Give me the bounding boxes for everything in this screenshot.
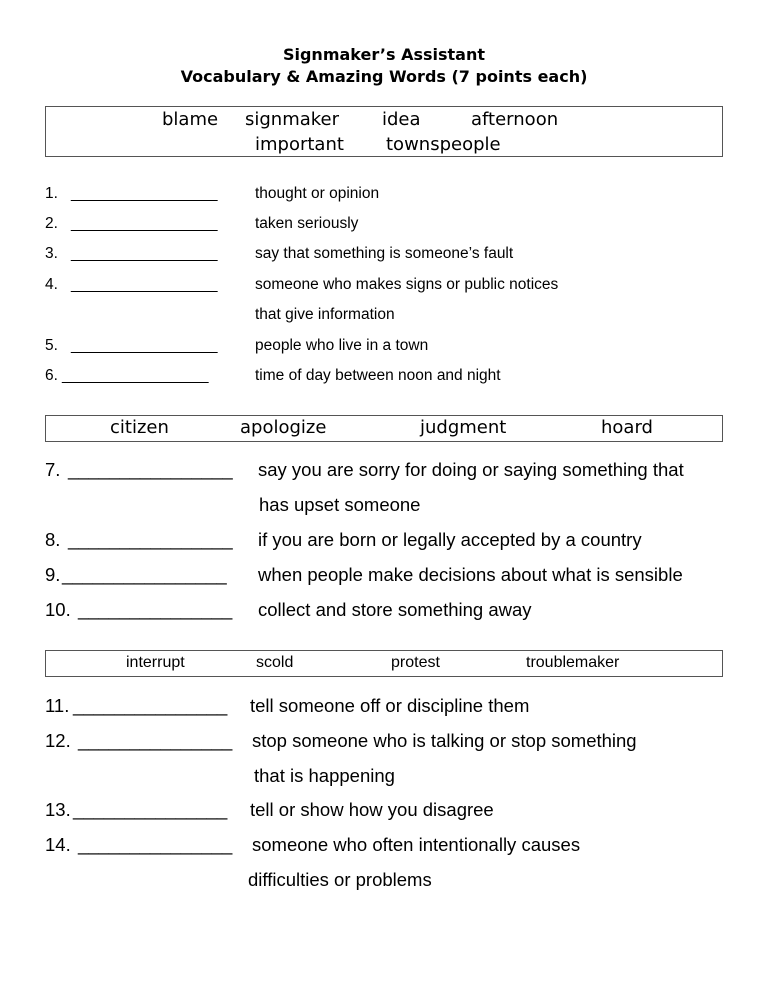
word-bank-word: judgment [420,417,507,438]
answer-blank[interactable]: _______________ [78,599,233,620]
answer-blank[interactable]: _________________ [62,367,209,384]
answer-blank[interactable]: _______________ [78,834,233,855]
item-number: 9. [45,564,61,585]
item-number: 8. [45,529,61,550]
answer-blank[interactable]: _________________ [71,337,218,354]
item-number: 13. [45,799,71,820]
item-definition-continuation: has upset someone [259,494,421,515]
item-number: 4. [45,276,58,293]
word-bank-word: apologize [240,417,327,438]
answer-blank[interactable]: _______________ [73,695,228,716]
list-item [45,529,745,553]
word-bank-word: troublemaker [526,654,620,671]
answer-blank[interactable]: _________________ [71,245,218,262]
list-item [45,599,745,623]
word-bank-word: important [255,134,344,155]
word-bank-word: hoard [601,417,653,438]
list-item [45,799,745,823]
item-definition: taken seriously [255,215,359,232]
word-bank-word: signmaker [245,109,340,130]
item-definition: thought or opinion [255,185,380,202]
item-definition: when people make decisions about what is sensible [258,564,683,585]
list-item [45,245,745,265]
item-definition: say you are sorry for doing or saying something that [258,459,684,480]
item-number: 6. [45,367,58,384]
item-definition: time of day between noon and night [255,367,501,384]
item-number: 11. [45,695,70,716]
item-number: 5. [45,337,58,354]
list-item [45,564,745,588]
item-definition: tell someone off or discipline them [250,695,530,716]
answer-blank[interactable]: ________________ [68,459,233,480]
answer-blank[interactable]: _________________ [71,215,218,232]
item-number: 3. [45,245,58,262]
list-item [45,185,745,205]
item-definition: stop someone who is talking or stop something [252,730,637,751]
list-item [45,276,745,296]
answer-blank[interactable]: ________________ [68,529,233,550]
item-number: 12. [45,730,71,751]
answer-blank[interactable]: _______________ [73,799,228,820]
word-bank-box-2 [45,415,723,442]
list-item [45,367,745,387]
item-number: 14. [45,834,71,855]
word-bank-box-1 [45,106,723,157]
word-bank-word: protest [391,654,440,671]
word-bank-word: townspeople [386,134,501,155]
item-definition: collect and store something away [258,599,532,620]
list-item [45,695,745,719]
item-number: 10. [45,599,71,620]
word-bank-word: interrupt [126,654,185,671]
item-definition-continuation: difficulties or problems [248,869,432,890]
item-number: 7. [45,459,61,480]
list-item [45,730,745,754]
answer-blank[interactable]: _______________ [78,730,233,751]
answer-blank[interactable]: _________________ [71,276,218,293]
answer-blank[interactable]: ________________ [62,564,227,585]
answer-blank[interactable]: _________________ [71,185,218,202]
item-number: 2. [45,215,58,232]
word-bank-box-3 [45,650,723,677]
item-definition-continuation: that is happening [254,765,395,786]
word-bank-word: scold [256,654,294,671]
item-definition-continuation: that give information [255,306,395,323]
word-bank-word: blame [162,109,219,130]
item-definition: say that something is someone’s fault [255,245,514,262]
word-bank-word: afternoon [471,109,559,130]
worksheet-title: Signmaker’s Assistant [282,45,486,64]
list-item [45,834,745,858]
worksheet-subtitle: Vocabulary & Amazing Words (7 points each) [180,67,588,86]
item-definition: people who live in a town [255,337,429,354]
item-number: 1. [45,185,58,202]
item-definition: if you are born or legally accepted by a country [258,529,642,550]
word-bank-word: idea [382,109,421,130]
item-definition: someone who often intentionally causes [252,834,581,855]
word-bank-word: citizen [110,417,169,438]
list-item [45,215,745,235]
list-item [45,337,745,357]
item-definition: tell or show how you disagree [250,799,494,820]
item-definition: someone who makes signs or public notices [255,276,559,293]
list-item [45,459,745,483]
